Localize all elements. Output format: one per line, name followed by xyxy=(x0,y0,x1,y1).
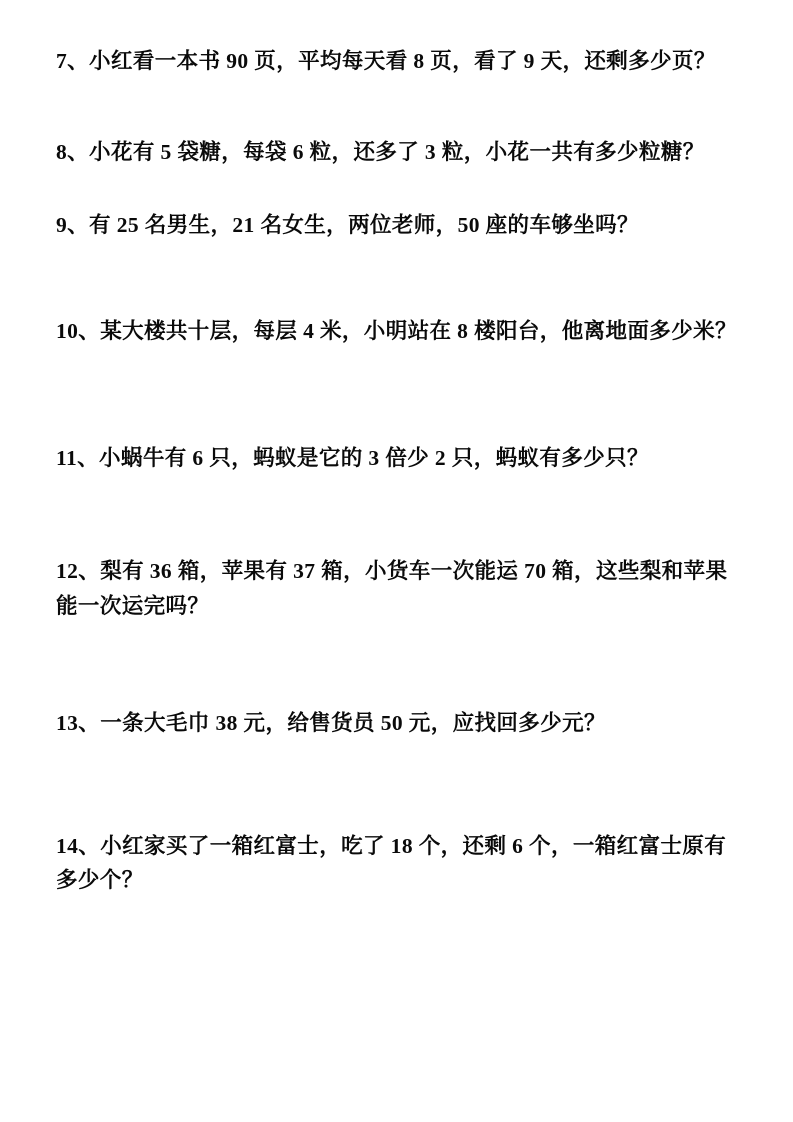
problem-item: 14、小红家买了一箱红富士，吃了 18 个，还剩 6 个，一箱红富士原有多少个？ xyxy=(56,833,727,893)
problem-item: 11、小蜗牛有 6 只，蚂蚁是它的 3 倍少 2 只，蚂蚁有多少只？ xyxy=(56,446,649,471)
problem-item: 13、一条大毛巾 38 元，给售货员 50 元，应找回多少元？ xyxy=(56,710,606,735)
problem-item: 9、有 25 名男生，21 名女生，两位老师，50 座的车够坐吗？ xyxy=(56,212,639,237)
problem-item: 7、小红看一本书 90 页，平均每天看 8 页，看了 9 天，还剩多少页？ xyxy=(56,49,716,73)
problem-list xyxy=(56,44,741,898)
problem-item: 8、小花有 5 袋糖，每袋 6 粒，还多了 3 粒，小花一共有多少粒糖？ xyxy=(56,139,705,164)
problem-item: 10、某大楼共十层，每层 4 米，小明站在 8 楼阳台，他离地面多少米？ xyxy=(56,319,737,344)
problem-item: 12、梨有 36 箱，苹果有 37 箱，小货车一次能运 70 箱，这些梨和苹果能一次运完吗？ xyxy=(56,559,728,618)
